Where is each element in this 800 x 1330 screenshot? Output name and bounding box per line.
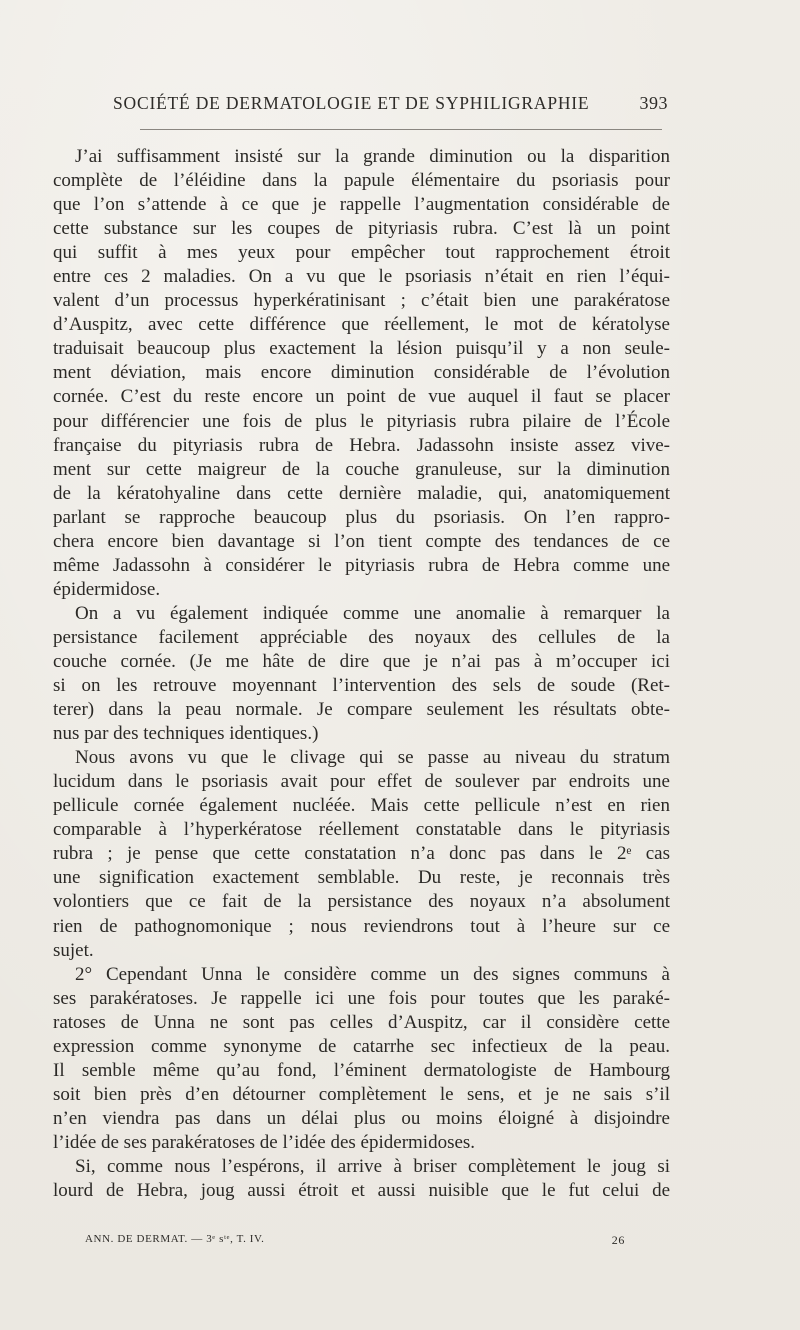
running-title: SOCIÉTÉ DE DERMATOLOGIE ET DE SYPHILIGRAPHIE bbox=[113, 93, 590, 113]
text-line: soit bien près d’en détourner complètement le sens, et je ne sais s’il bbox=[53, 1083, 670, 1105]
text-line: sujet. bbox=[53, 939, 94, 961]
text-line: complète de l’éléidine dans la papule élémentaire du psoriasis pour bbox=[53, 170, 670, 192]
text-line: une signification exactement semblable. Du reste, je reconnais très bbox=[53, 867, 670, 889]
text-line: valent d’un processus hyperkératinisant ; c’était bien une parakératose bbox=[53, 290, 670, 312]
text-line: que l’on s’attende à ce que je rappelle l’augmentation considérable de bbox=[53, 194, 670, 216]
text-line: expression comme synonyme de catarrhe sec infectieux de la peau. bbox=[53, 1035, 670, 1057]
text-line: rien de pathognomonique ; nous reviendrons tout à l’heure sur ce bbox=[53, 915, 670, 937]
signature-number: 26 bbox=[611, 1233, 625, 1247]
text-line: française du pityriasis rubra de Hebra. Jadassohn insiste assez vive- bbox=[53, 434, 670, 456]
text-line: persistance facilement appréciable des noyaux des cellules de la bbox=[53, 626, 670, 648]
text-line: épidermidose. bbox=[53, 578, 161, 600]
signature-mark: ANN. DE DERMAT. — 3ᵉ sᵗᵉ, T. IV. bbox=[85, 1233, 265, 1245]
text-line: volontiers que ce fait de la persistance des noyaux n’a absolument bbox=[53, 891, 670, 913]
text-line: J’ai suffisamment insisté sur la grande diminution ou la disparition bbox=[75, 146, 670, 167]
text-line: couche cornée. (Je me hâte de dire que je n’ai pas à m’occuper ici bbox=[53, 650, 670, 672]
text-line: d’Auspitz, avec cette différence que réellement, le mot de kératolyse bbox=[53, 314, 670, 336]
text-line: l’idée de ses parakératoses de l’idée des épidermidoses. bbox=[53, 1131, 476, 1153]
page-number: 393 bbox=[639, 93, 668, 113]
text-line: ment déviation, mais encore diminution considérable de l’évolution bbox=[53, 362, 670, 384]
running-header bbox=[113, 93, 668, 117]
text-line: Il semble même qu’au fond, l’éminent dermatologiste de Hambourg bbox=[53, 1059, 670, 1081]
text-line: Si, comme nous l’espérons, il arrive à briser complètement le joug si bbox=[75, 1155, 670, 1177]
body-text bbox=[53, 145, 670, 1203]
text-line: même Jadassohn à considérer le pityriasis rubra de Hebra comme une bbox=[53, 554, 670, 576]
text-line: pellicule cornée également nucléée. Mais cette pellicule n’est en rien bbox=[53, 795, 670, 817]
text-line: cornée. C’est du reste encore un point de vue auquel il faut se placer bbox=[53, 386, 670, 408]
text-line: pour différencier une fois de plus le pityriasis rubra pilaire de l’École bbox=[53, 410, 670, 432]
text-line: traduisait beaucoup plus exactement la lésion puisqu’il y a non seule- bbox=[53, 338, 670, 360]
text-line: nus par des techniques identiques.) bbox=[53, 723, 319, 745]
text-line: ses parakératoses. Je rappelle ici une fois pour toutes que les paraké- bbox=[53, 987, 670, 1009]
footer-signature bbox=[85, 1233, 625, 1253]
text-line: Nous avons vu que le clivage qui se passe au niveau du stratum bbox=[75, 747, 670, 769]
header-rule bbox=[140, 129, 662, 130]
text-line: rubra ; je pense que cette constatation n’a donc pas dans le 2ᵉ cas bbox=[53, 843, 670, 865]
text-line: ment sur cette maigreur de la couche granuleuse, sur la diminution bbox=[53, 458, 670, 480]
text-line: lourd de Hebra, joug aussi étroit et aussi nuisible que le fut celui de bbox=[53, 1180, 670, 1202]
text-line: lucidum dans le psoriasis avait pour effet de soulever par endroits une bbox=[53, 771, 670, 793]
text-line: terer) dans la peau normale. Je compare seulement les résultats obte- bbox=[53, 699, 670, 721]
text-line: qui suffit à mes yeux pour empêcher tout rapprochement étroit bbox=[53, 242, 670, 264]
text-line: de la kératohyaline dans cette dernière maladie, qui, anatomiquement bbox=[53, 482, 670, 504]
text-line: si on les retrouve moyennant l’intervention des sels de soude (Ret- bbox=[53, 675, 670, 697]
text-line: 2° Cependant Unna le considère comme un des signes communs à bbox=[75, 963, 670, 985]
text-line: comparable à l’hyperkératose réellement constatable dans le pityriasis bbox=[53, 819, 670, 841]
text-line: cette substance sur les coupes de pityriasis rubra. C’est là un point bbox=[53, 218, 670, 240]
text-line: parlant se rapproche beaucoup plus du psoriasis. On l’en rappro- bbox=[53, 506, 670, 528]
text-line: ratoses de Unna ne sont pas celles d’Auspitz, car il considère cette bbox=[53, 1011, 670, 1033]
text-line: On a vu également indiquée comme une anomalie à remarquer la bbox=[75, 602, 670, 624]
text-line: entre ces 2 maladies. On a vu que le psoriasis n’était en rien l’équi- bbox=[53, 266, 670, 288]
text-line: n’en viendra pas dans un délai plus ou moins éloigné à disjoindre bbox=[53, 1107, 670, 1129]
text-line: chera encore bien davantage si l’on tient compte des tendances de ce bbox=[53, 530, 670, 552]
